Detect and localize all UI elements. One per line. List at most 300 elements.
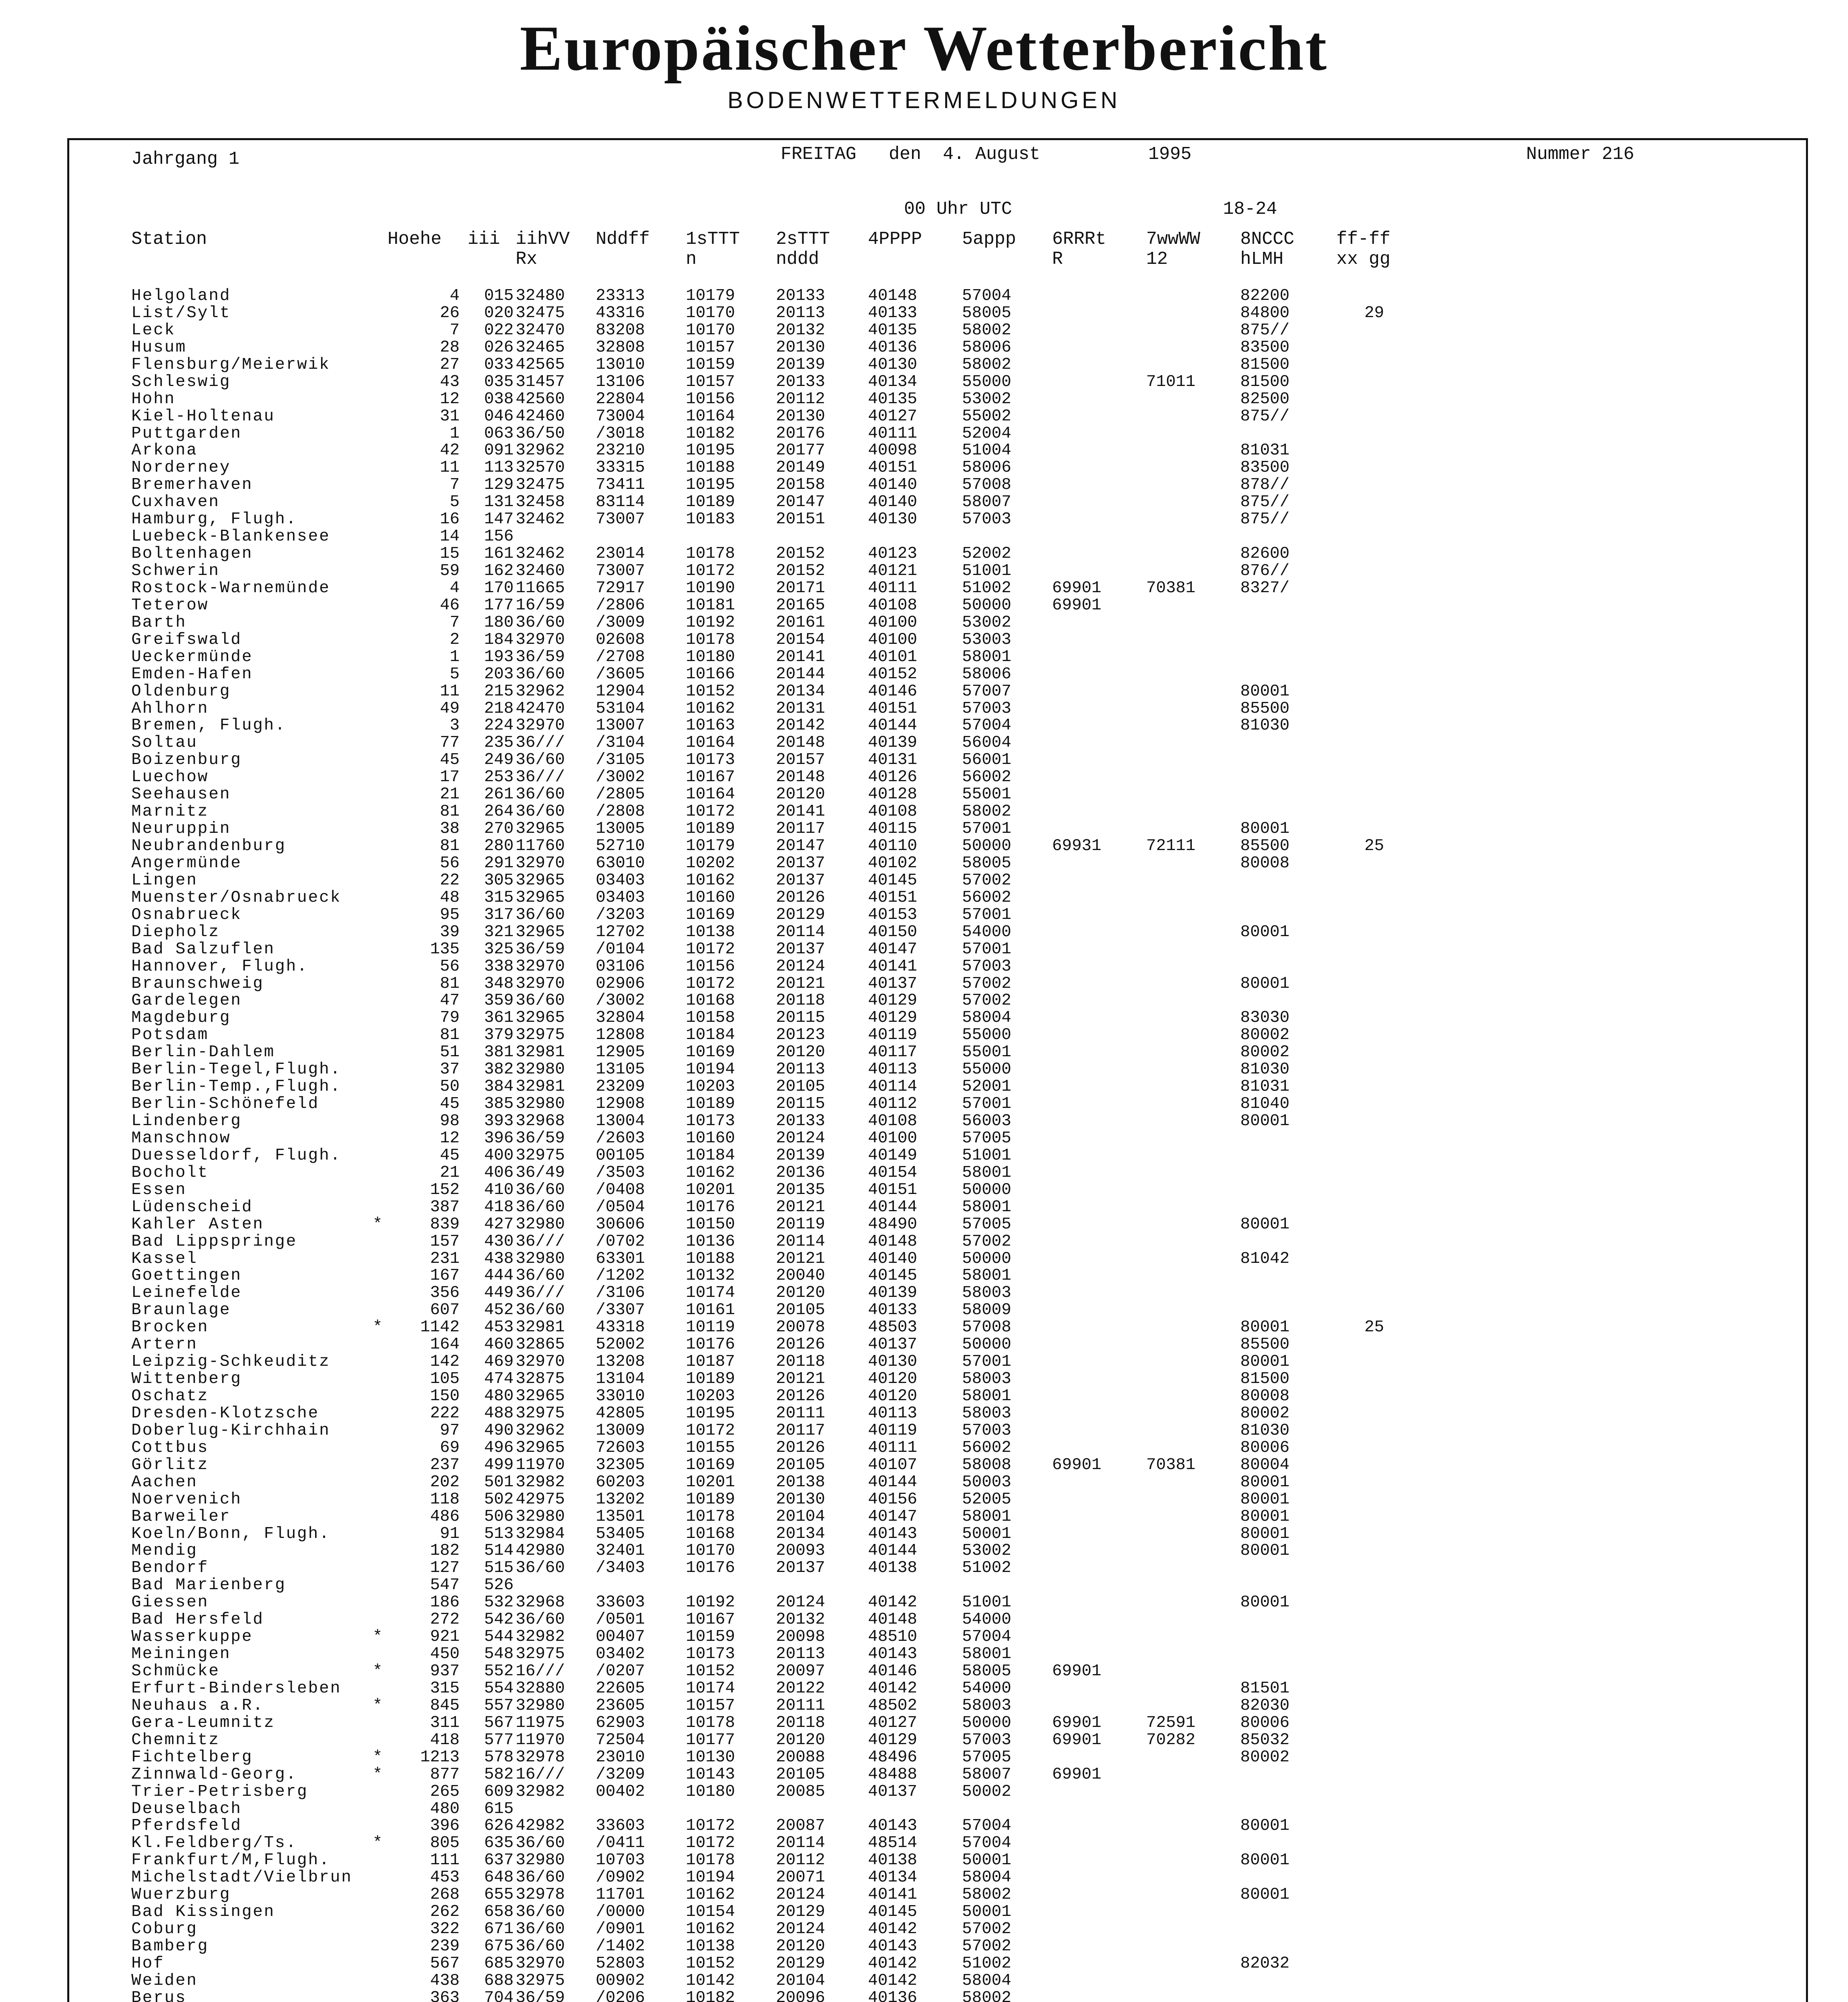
group-8nccc: 80002	[1240, 1748, 1290, 1767]
group-nddff: 63010	[596, 854, 645, 872]
group-iihvv: 32460	[516, 562, 565, 580]
altitude: 12	[440, 1129, 460, 1148]
group-5appp: 53002	[962, 390, 1012, 408]
group-4pppp: 40120	[868, 1387, 918, 1405]
station-index: 382	[484, 1060, 514, 1079]
station-index: 203	[484, 665, 514, 683]
col-header-6rrrt: 6RRRt	[1052, 229, 1107, 249]
group-5appp: 57008	[962, 476, 1012, 494]
station-name: List/Sylt	[131, 304, 231, 322]
group-4pppp: 40149	[868, 1146, 918, 1165]
group-4pppp: 40142	[868, 1971, 918, 1990]
group-5appp: 57001	[962, 1353, 1012, 1371]
altitude: 21	[440, 1163, 460, 1182]
station-name: Marnitz	[131, 802, 209, 821]
group-4pppp: 40111	[868, 579, 918, 597]
station-name: Brocken	[131, 1318, 209, 1337]
group-4pppp: 40145	[868, 871, 918, 890]
station-name: Berus	[131, 1988, 187, 2002]
group-5appp: 58001	[962, 1198, 1012, 1216]
station-index: 305	[484, 871, 514, 890]
col-header-8nccc: 8NCCC	[1240, 229, 1295, 249]
group-1sttt: 10172	[686, 802, 735, 821]
group-5appp: 58009	[962, 1301, 1012, 1320]
group-1sttt: 10170	[686, 1542, 735, 1560]
group-2sttt: 20165	[776, 596, 826, 615]
altitude: 81	[440, 837, 460, 855]
group-2sttt: 20130	[776, 338, 826, 357]
group-4pppp: 40141	[868, 1885, 918, 1904]
group-5appp: 58001	[962, 647, 1012, 666]
group-1sttt: 10162	[686, 1885, 735, 1904]
group-iihvv: 36/60	[516, 1920, 565, 1939]
station-name: Teterow	[131, 596, 209, 615]
group-nddff: 43316	[596, 304, 645, 322]
group-4pppp: 40144	[868, 1542, 918, 1560]
group-nddff: 10703	[596, 1851, 645, 1870]
group-iihvv: 11970	[516, 1455, 565, 1474]
group-2sttt: 20137	[776, 1559, 826, 1578]
station-index: 502	[484, 1490, 514, 1509]
altitude: 396	[430, 1817, 460, 1835]
group-iihvv: 36/60	[516, 613, 565, 632]
group-4pppp: 40144	[868, 1198, 918, 1216]
station-index: 026	[484, 338, 514, 357]
group-4pppp: 40100	[868, 630, 918, 649]
group-4pppp: 40130	[868, 355, 918, 374]
group-8nccc: 80001	[1240, 923, 1290, 941]
group-8nccc: 82030	[1240, 1696, 1290, 1715]
station-index: 427	[484, 1215, 514, 1234]
station-index: 385	[484, 1095, 514, 1114]
group-4pppp: 40101	[868, 647, 918, 666]
group-1sttt: 10173	[686, 1112, 735, 1130]
altitude: 5	[450, 665, 460, 683]
group-7wwww: 72591	[1146, 1713, 1196, 1732]
group-5appp: 55001	[962, 1043, 1012, 1062]
group-nddff: 72603	[596, 1438, 645, 1457]
altitude: 39	[440, 923, 460, 941]
group-8nccc: 84800	[1240, 304, 1290, 322]
group-nddff: 22605	[596, 1679, 645, 1698]
group-8nccc: 85032	[1240, 1731, 1290, 1749]
group-8nccc: 81030	[1240, 716, 1290, 735]
group-2sttt: 20113	[776, 1060, 826, 1079]
group-5appp: 56002	[962, 768, 1012, 787]
group-iihvv: 36///	[516, 734, 565, 752]
station-index: 544	[484, 1628, 514, 1646]
altitude: 135	[430, 940, 460, 959]
group-4pppp: 40139	[868, 734, 918, 752]
station-index: 469	[484, 1353, 514, 1371]
station-name: Schleswig	[131, 372, 231, 391]
station-index: 506	[484, 1507, 514, 1526]
group-2sttt: 20133	[776, 287, 826, 305]
group-nddff: 12905	[596, 1043, 645, 1062]
group-2sttt: 20105	[776, 1765, 826, 1784]
group-8nccc: 81040	[1240, 1095, 1290, 1114]
group-1sttt: 10152	[686, 682, 735, 701]
group-2sttt: 20161	[776, 613, 826, 632]
altitude: 21	[440, 785, 460, 804]
group-iihvv: 32980	[516, 1696, 565, 1715]
altitude: 43	[440, 372, 460, 391]
group-8nccc: 80002	[1240, 1404, 1290, 1423]
group-iihvv: 32965	[516, 1009, 565, 1027]
station-index: 526	[484, 1576, 514, 1595]
group-5appp: 57004	[962, 1628, 1012, 1646]
issue-number: Nummer 216	[1526, 144, 1635, 165]
group-2sttt: 20126	[776, 1335, 826, 1354]
group-nddff: 30606	[596, 1215, 645, 1234]
group-2sttt: 20151	[776, 510, 826, 529]
group-4pppp: 40156	[868, 1490, 918, 1509]
group-2sttt: 20117	[776, 820, 826, 838]
group-2sttt: 20131	[776, 699, 826, 718]
group-2sttt: 20114	[776, 1834, 826, 1853]
group-4pppp: 48503	[868, 1318, 918, 1337]
group-5appp: 57004	[962, 1834, 1012, 1853]
group-1sttt: 10172	[686, 974, 735, 993]
group-8nccc: 80001	[1240, 1817, 1290, 1835]
group-2sttt: 20147	[776, 493, 826, 512]
group-2sttt: 20158	[776, 476, 826, 494]
group-1sttt: 10164	[686, 407, 735, 426]
group-5appp: 58001	[962, 1266, 1012, 1285]
altitude: 59	[440, 562, 460, 580]
group-nddff: 53104	[596, 699, 645, 718]
col-header-7wwww: 7wwWW	[1146, 229, 1201, 249]
station-index: 406	[484, 1163, 514, 1182]
group-8nccc: 81501	[1240, 1679, 1290, 1698]
group-2sttt: 20120	[776, 1937, 826, 1956]
group-nddff: /0902	[596, 1868, 645, 1887]
group-4pppp: 40151	[868, 888, 918, 907]
group-4pppp: 40130	[868, 1353, 918, 1371]
group-8nccc: 80001	[1240, 1473, 1290, 1491]
group-1sttt: 10178	[686, 1713, 735, 1732]
group-2sttt: 20098	[776, 1628, 826, 1646]
station-index: 567	[484, 1713, 514, 1732]
group-4pppp: 40108	[868, 1112, 918, 1130]
group-5appp: 50000	[962, 1335, 1012, 1354]
group-1sttt: 10178	[686, 630, 735, 649]
station-index: 514	[484, 1542, 514, 1560]
group-2sttt: 20118	[776, 991, 826, 1010]
group-8nccc: 80001	[1240, 1353, 1290, 1371]
station-index: 552	[484, 1662, 514, 1680]
group-5appp: 58004	[962, 1868, 1012, 1887]
group-2sttt: 20112	[776, 390, 826, 408]
group-nddff: 32305	[596, 1455, 645, 1474]
group-iihvv: 36/60	[516, 1301, 565, 1320]
group-nddff: 13106	[596, 372, 645, 391]
group-1sttt: 10163	[686, 716, 735, 735]
altitude: 164	[430, 1335, 460, 1354]
group-nddff: 00402	[596, 1782, 645, 1801]
station-index: 280	[484, 837, 514, 855]
group-nddff: 02608	[596, 630, 645, 649]
altitude-marker: *	[372, 1318, 383, 1337]
group-5appp: 58007	[962, 493, 1012, 512]
group-5appp: 55000	[962, 1060, 1012, 1079]
group-6rrrt: 69901	[1052, 1731, 1102, 1749]
group-nddff: /3503	[596, 1163, 645, 1182]
group-5appp: 58004	[962, 1009, 1012, 1027]
station-name: Oschatz	[131, 1387, 209, 1405]
station-name: Neuruppin	[131, 820, 231, 838]
group-4pppp: 40146	[868, 1662, 918, 1680]
group-5appp: 58005	[962, 304, 1012, 322]
col-header-5appp: 5appp	[962, 229, 1016, 249]
group-iihvv: 32980	[516, 1215, 565, 1234]
group-nddff: 13202	[596, 1490, 645, 1509]
group-5appp: 50003	[962, 1473, 1012, 1491]
page-title: Europäischer Wetterbericht	[520, 12, 1328, 84]
altitude: 1	[450, 647, 460, 666]
group-4pppp: 40120	[868, 1370, 918, 1389]
group-1sttt: 10178	[686, 545, 735, 563]
station-index: 396	[484, 1129, 514, 1148]
station-index: 184	[484, 630, 514, 649]
station-name: Boltenhagen	[131, 545, 253, 563]
group-1sttt: 10159	[686, 355, 735, 374]
group-nddff: /3403	[596, 1559, 645, 1578]
group-4pppp: 40117	[868, 1043, 918, 1062]
group-nddff: /3018	[596, 424, 645, 443]
group-2sttt: 20085	[776, 1782, 826, 1801]
group-1sttt: 10172	[686, 1834, 735, 1853]
station-name: Soltau	[131, 734, 198, 752]
group-5appp: 57001	[962, 1095, 1012, 1114]
group-5appp: 57002	[962, 1937, 1012, 1956]
group-4pppp: 40143	[868, 1524, 918, 1543]
group-2sttt: 20097	[776, 1662, 826, 1680]
group-iihvv: 32981	[516, 1318, 565, 1337]
group-nddff: 00105	[596, 1146, 645, 1165]
group-4pppp: 40133	[868, 1301, 918, 1320]
group-nddff: 52002	[596, 1335, 645, 1354]
altitude-marker: *	[372, 1628, 383, 1646]
group-1sttt: 10159	[686, 1628, 735, 1646]
group-4pppp: 48496	[868, 1748, 918, 1767]
col-header-nddff: Nddff	[596, 229, 650, 249]
group-iihvv: 36///	[516, 1232, 565, 1251]
group-iihvv: 32965	[516, 888, 565, 907]
group-4pppp: 40127	[868, 407, 918, 426]
station-name: Leinefelde	[131, 1284, 242, 1303]
altitude: 49	[440, 699, 460, 718]
group-4pppp: 40119	[868, 1421, 918, 1440]
station-name: Schmücke	[131, 1662, 220, 1680]
altitude: 450	[430, 1645, 460, 1664]
altitude-marker: *	[372, 1748, 383, 1767]
altitude: 607	[430, 1301, 460, 1320]
col-header-station: Station	[131, 229, 207, 249]
group-5appp: 57004	[962, 1817, 1012, 1835]
altitude: 567	[430, 1954, 460, 1973]
group-5appp: 57001	[962, 905, 1012, 924]
group-nddff: 23010	[596, 1748, 645, 1767]
altitude: 81	[440, 974, 460, 993]
group-2sttt: 20124	[776, 1593, 826, 1612]
station-name: Muenster/Osnabrueck	[131, 888, 341, 907]
group-8nccc: 80001	[1240, 1318, 1290, 1337]
group-2sttt: 20142	[776, 716, 826, 735]
group-2sttt: 20149	[776, 458, 826, 477]
group-iihvv: 36/60	[516, 1937, 565, 1956]
group-5appp: 57008	[962, 1318, 1012, 1337]
group-4pppp: 40119	[868, 1026, 918, 1045]
col-header-ffff: ff-ff	[1336, 229, 1391, 249]
group-5appp: 53002	[962, 1542, 1012, 1560]
station-index: 513	[484, 1524, 514, 1543]
group-1sttt: 10170	[686, 304, 735, 322]
group-4pppp: 40147	[868, 1507, 918, 1526]
group-nddff: 73411	[596, 476, 645, 494]
group-iihvv: 32980	[516, 1249, 565, 1268]
group-2sttt: 20129	[776, 1954, 826, 1973]
group-4pppp: 40127	[868, 1713, 918, 1732]
group-iihvv: 42560	[516, 390, 565, 408]
group-5appp: 53003	[962, 630, 1012, 649]
group-1sttt: 10172	[686, 1817, 735, 1835]
group-nddff: 23014	[596, 545, 645, 563]
group-5appp: 57003	[962, 699, 1012, 718]
station-name: Berlin-Schönefeld	[131, 1095, 319, 1114]
altitude: 11	[440, 682, 460, 701]
station-index: 626	[484, 1817, 514, 1835]
group-2sttt: 20124	[776, 1885, 826, 1904]
station-name: Manschnow	[131, 1129, 231, 1148]
station-name: Gera-Leumnitz	[131, 1713, 275, 1732]
group-iihvv: 42975	[516, 1490, 565, 1509]
group-8nccc: 81500	[1240, 372, 1290, 391]
group-nddff: 32804	[596, 1009, 645, 1027]
group-8nccc: 875//	[1240, 407, 1290, 426]
station-index: 224	[484, 716, 514, 735]
group-7wwww: 71011	[1146, 372, 1196, 391]
group-1sttt: 10188	[686, 1249, 735, 1268]
group-8nccc: 80001	[1240, 1112, 1290, 1130]
group-4pppp: 40148	[868, 1610, 918, 1629]
group-nddff: /2808	[596, 802, 645, 821]
group-4pppp: 40148	[868, 287, 918, 305]
group-8nccc: 80002	[1240, 1043, 1290, 1062]
station-name: Boizenburg	[131, 751, 242, 770]
altitude: 7	[450, 613, 460, 632]
altitude: 7	[450, 321, 460, 340]
group-iihvv: 36///	[516, 1284, 565, 1303]
altitude: 22	[440, 871, 460, 890]
group-7wwww: 70282	[1146, 1731, 1196, 1749]
station-index: 577	[484, 1731, 514, 1749]
group-nddff: /2806	[596, 596, 645, 615]
station-name: Gardelegen	[131, 991, 242, 1010]
col-header-8nccc: hLMH	[1240, 249, 1284, 269]
station-index: 554	[484, 1679, 514, 1698]
group-8nccc: 875//	[1240, 321, 1290, 340]
group-8nccc: 82200	[1240, 287, 1290, 305]
group-2sttt: 20121	[776, 1249, 826, 1268]
group-1sttt: 10152	[686, 1954, 735, 1973]
station-name: Aachen	[131, 1473, 198, 1491]
group-5appp: 58001	[962, 1163, 1012, 1182]
group-4pppp: 40100	[868, 613, 918, 632]
group-1sttt: 10174	[686, 1284, 735, 1303]
altitude: 845	[430, 1696, 460, 1715]
group-1sttt: 10178	[686, 1851, 735, 1870]
group-iihvv: 32875	[516, 1370, 565, 1389]
station-name: Erfurt-Bindersleben	[131, 1679, 341, 1698]
group-nddff: 12702	[596, 923, 645, 941]
group-8nccc: 80001	[1240, 1542, 1290, 1560]
station-index: 578	[484, 1748, 514, 1767]
station-name: Bad Kissingen	[131, 1903, 275, 1922]
altitude: 322	[430, 1920, 460, 1939]
station-name: Kassel	[131, 1249, 198, 1268]
group-1sttt: 10172	[686, 940, 735, 959]
altitude: 56	[440, 854, 460, 872]
altitude: 56	[440, 957, 460, 976]
station-name: Bad Marienberg	[131, 1576, 286, 1595]
group-iihvv: 36///	[516, 768, 565, 787]
station-name: Fichtelberg	[131, 1748, 253, 1767]
group-2sttt: 20130	[776, 1490, 826, 1509]
group-1sttt: 10189	[686, 820, 735, 838]
group-iihvv: 32981	[516, 1077, 565, 1096]
gust-ff: 25	[1364, 1318, 1384, 1337]
station-name: Luebeck-Blankensee	[131, 527, 330, 546]
group-iihvv: 32965	[516, 923, 565, 941]
station-index: 501	[484, 1473, 514, 1491]
group-iihvv: 32975	[516, 1146, 565, 1165]
station-index: 264	[484, 802, 514, 821]
group-nddff: 33603	[596, 1817, 645, 1835]
group-8nccc: 83500	[1240, 458, 1290, 477]
altitude: 231	[430, 1249, 460, 1268]
group-8nccc: 80001	[1240, 682, 1290, 701]
group-2sttt: 20114	[776, 1232, 826, 1251]
station-name: Braunlage	[131, 1301, 231, 1320]
group-iihvv: 42470	[516, 699, 565, 718]
group-5appp: 54000	[962, 1679, 1012, 1698]
group-iihvv: 32980	[516, 1095, 565, 1114]
altitude: 48	[440, 888, 460, 907]
altitude: 839	[430, 1215, 460, 1234]
group-iihvv: 36/59	[516, 940, 565, 959]
group-1sttt: 10192	[686, 613, 735, 632]
group-5appp: 57002	[962, 991, 1012, 1010]
group-iihvv: 36/60	[516, 665, 565, 683]
altitude: 81	[440, 802, 460, 821]
group-5appp: 58002	[962, 321, 1012, 340]
group-5appp: 57001	[962, 820, 1012, 838]
station-index: 129	[484, 476, 514, 494]
group-4pppp: 40137	[868, 1335, 918, 1354]
group-8nccc: 80008	[1240, 854, 1290, 872]
group-nddff: 00407	[596, 1628, 645, 1646]
group-iihvv: 32462	[516, 545, 565, 563]
group-4pppp: 40138	[868, 1851, 918, 1870]
group-1sttt: 10201	[686, 1473, 735, 1491]
altitude-marker: *	[372, 1765, 383, 1784]
group-2sttt: 20105	[776, 1301, 826, 1320]
group-nddff: /3307	[596, 1301, 645, 1320]
group-4pppp: 40137	[868, 1782, 918, 1801]
station-index: 177	[484, 596, 514, 615]
group-iihvv: 36/60	[516, 1834, 565, 1853]
